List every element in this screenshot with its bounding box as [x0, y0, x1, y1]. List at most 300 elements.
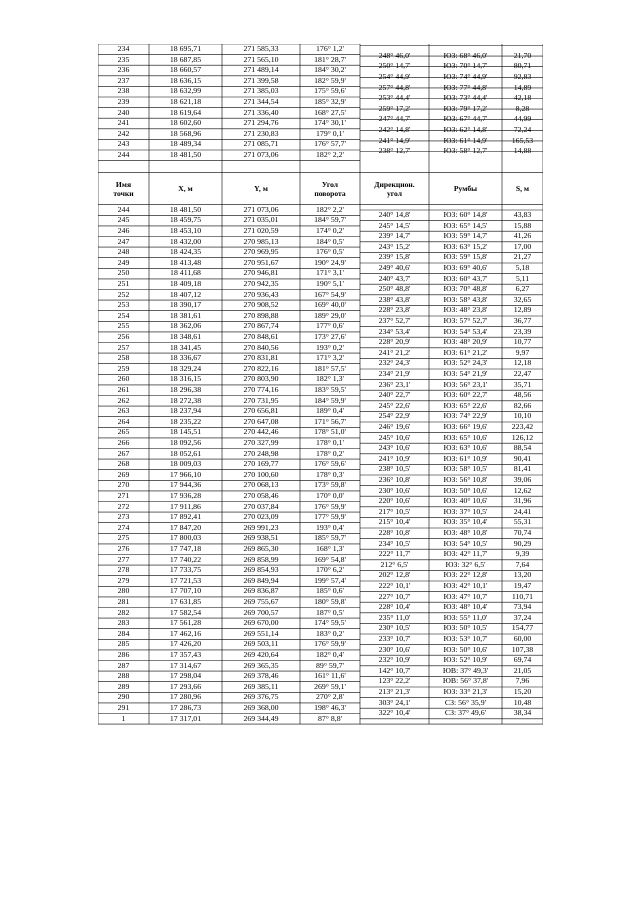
distance: 88,54 — [513, 443, 532, 453]
x-coordinate: 18 009,03 — [169, 459, 202, 469]
rumb: ЮЗ: 70° 48,8' — [443, 284, 488, 294]
turn-angle: 183° 59,5' — [314, 384, 346, 394]
point-name: 264 — [117, 416, 130, 426]
rumb: ЮЗ: 69° 40,6' — [443, 263, 488, 272]
rumb: ЮВ: 37° 49,3' — [442, 665, 489, 675]
direction-angle: 215° 10,4' — [378, 517, 411, 527]
point-name: 242 — [117, 128, 130, 138]
turn-angle: 171° 3,2' — [316, 353, 344, 363]
distance: 9,39 — [515, 549, 530, 559]
turn-angle: 175° 59,6' — [314, 86, 346, 96]
y-coordinate: 270 867,74 — [243, 321, 279, 331]
y-coordinate: 269 420,64 — [243, 649, 279, 659]
turn-angle: 269° 59,1' — [314, 681, 346, 691]
point-name: 273 — [117, 512, 130, 522]
y-coordinate: 270 248,98 — [243, 448, 279, 458]
leg-row — [98, 369, 543, 380]
rumb: ЮЗ: 79° 17,2' — [443, 103, 488, 113]
turn-angle: 184° 59,7' — [314, 215, 346, 225]
direction-angle: 240° 43,7' — [378, 273, 411, 283]
leg-row — [98, 687, 543, 698]
direction-angle: 239° 15,8' — [378, 252, 411, 262]
x-coordinate: 18 390,17 — [169, 300, 202, 310]
leg-row — [98, 242, 543, 253]
leg-row — [98, 560, 543, 571]
distance: 154,77 — [511, 623, 534, 633]
distance: 72,24 — [513, 125, 532, 134]
leg-row — [98, 274, 543, 285]
x-coordinate: 17 721,53 — [169, 575, 202, 585]
distance: 12,62 — [513, 485, 532, 495]
point-name: 270 — [117, 480, 130, 490]
turn-angle: 176° 59,9' — [314, 501, 346, 511]
rumb: ЮЗ: 58° 12,7' — [443, 146, 488, 156]
point-name: 267 — [117, 448, 130, 458]
y-coordinate: 269 700,57 — [243, 607, 279, 617]
leg-row — [98, 316, 543, 327]
direction-angle: 228° 20,9' — [378, 337, 411, 347]
rumb: ЮЗ: 50° 10,6' — [443, 644, 488, 654]
distance: 31,96 — [513, 496, 532, 506]
direction-angle: 250° 48,8' — [378, 284, 411, 294]
turn-angle: 177° 0,6' — [316, 321, 344, 331]
leg-row — [98, 284, 543, 295]
x-coordinate: 18 409,18 — [169, 278, 202, 288]
distance: 15,20 — [513, 687, 532, 696]
distance: 21,27 — [513, 252, 532, 262]
rumb: ЮЗ: 60° 22,7' — [443, 390, 488, 400]
point-name: 248 — [117, 247, 130, 257]
point-name: 262 — [117, 395, 130, 405]
rumb: ЮЗ: 61° 14,9' — [443, 135, 488, 145]
y-coordinate: 269 849,94 — [243, 575, 279, 585]
distance: 22,47 — [513, 369, 532, 378]
point-name: 241 — [117, 118, 130, 128]
leg-row — [98, 676, 543, 687]
x-coordinate: 18 424,35 — [169, 247, 202, 257]
distance: 10,77 — [513, 337, 532, 347]
rumb: ЮЗ: 54° 53,4' — [443, 326, 488, 336]
leg-row — [98, 51, 543, 62]
direction-angle: 228° 10,4' — [378, 602, 411, 612]
y-coordinate: 269 378,46 — [243, 671, 279, 681]
rumb: ЮЗ: 42° 10,1' — [443, 581, 488, 590]
direction-angle: 236° 23,1' — [378, 379, 411, 389]
leg-row — [98, 210, 543, 221]
point-name: 281 — [117, 596, 130, 606]
rumb: ЮВ: 56° 37,8' — [442, 676, 489, 686]
turn-angle: 169° 54,8' — [314, 554, 346, 564]
direction-angle: 233° 10,7' — [378, 634, 411, 643]
x-coordinate: 17 733,75 — [169, 565, 202, 575]
point-name: 257 — [117, 342, 130, 352]
header-y: Y, м — [254, 184, 268, 194]
direction-angle: 243° 15,2' — [378, 241, 411, 251]
point-name: 288 — [117, 671, 130, 681]
y-coordinate: 270 100,60 — [243, 469, 279, 479]
leg-row — [98, 454, 543, 465]
point-name: 263 — [117, 406, 130, 416]
point-name: 285 — [117, 639, 130, 649]
direction-angle: 240° 14,8' — [378, 210, 411, 219]
distance: 81,41 — [513, 464, 532, 474]
distance: 21,70 — [513, 50, 532, 60]
rumb: ЮЗ: 54° 21,9' — [443, 369, 488, 378]
turn-angle: 270° 2,8' — [316, 692, 344, 702]
rumb: ЮЗ: 63° 15,2' — [443, 241, 488, 251]
leg-row — [98, 645, 543, 656]
distance: 12,89 — [513, 305, 532, 315]
rumb: ЮЗ: 54° 10,5' — [443, 538, 488, 548]
y-coordinate: 269 365,35 — [243, 660, 279, 670]
leg-row — [98, 422, 543, 433]
distance: 37,24 — [513, 612, 532, 622]
leg-row — [98, 634, 543, 645]
x-coordinate: 18 695,71 — [169, 44, 202, 53]
y-coordinate: 270 169,77 — [243, 459, 279, 469]
turn-angle: 176° 59,6' — [314, 459, 346, 469]
leg-row — [98, 708, 543, 719]
x-coordinate: 18 481,50 — [169, 150, 202, 159]
y-coordinate: 270 840,56 — [243, 342, 279, 352]
turn-angle: 177° 59,9' — [314, 512, 346, 522]
direction-angle: 259° 17,2' — [378, 103, 411, 113]
leg-row — [98, 337, 543, 348]
distance: 126,12 — [511, 432, 534, 442]
x-coordinate: 18 411,68 — [170, 268, 201, 278]
header-distance: S, м — [515, 184, 530, 194]
distance: 39,06 — [513, 475, 532, 484]
leg-row — [98, 358, 543, 369]
rumb: ЮЗ: 68° 46,0' — [443, 50, 488, 60]
y-coordinate: 270 822,16 — [243, 363, 279, 373]
y-coordinate: 270 942,35 — [243, 278, 279, 288]
distance: 32,65 — [513, 294, 532, 304]
turn-angle: 168° 27,5' — [314, 107, 346, 117]
distance: 5,11 — [515, 273, 530, 283]
point-name: 287 — [117, 660, 130, 670]
rumb: ЮЗ: 47° 10,7' — [443, 591, 488, 601]
rumb: ЮЗ: 57° 52,7' — [443, 316, 488, 325]
rumb: ЮЗ: 70° 14,7' — [443, 61, 488, 71]
y-coordinate: 270 969,95 — [243, 247, 279, 257]
point-name: 275 — [117, 533, 130, 543]
x-coordinate: 17 293,66 — [169, 681, 202, 691]
direction-angle: 250° 14,7' — [378, 61, 411, 71]
y-coordinate: 271 020,59 — [243, 225, 279, 235]
direction-angle: 248° 46,0' — [378, 50, 411, 60]
leg-row — [98, 221, 543, 232]
header-turn-angle: Угол поворота — [314, 179, 346, 198]
x-coordinate: 18 489,34 — [169, 139, 202, 149]
direction-angle: 212° 6,5' — [380, 559, 409, 569]
turn-angle: 180° 59,8' — [314, 596, 346, 606]
turn-angle: 178° 0,2' — [316, 448, 344, 458]
point-name: 276 — [117, 543, 130, 553]
x-coordinate: 18 660,57 — [169, 65, 202, 75]
direction-angle: 202° 12,8' — [378, 570, 411, 580]
y-coordinate: 270 731,95 — [243, 395, 279, 405]
distance: 10,48 — [513, 697, 532, 707]
direction-angle: 230° 10,6' — [378, 485, 411, 495]
direction-angle: 230° 10,6' — [378, 644, 411, 654]
leg-row — [98, 390, 543, 401]
leg-row — [98, 93, 543, 104]
y-coordinate: 270 951,67 — [243, 257, 279, 267]
leg-row — [98, 83, 543, 94]
x-coordinate: 17 936,28 — [169, 490, 202, 500]
x-coordinate: 18 453,10 — [169, 225, 202, 235]
x-coordinate: 17 944,36 — [169, 480, 202, 490]
point-name: 247 — [117, 236, 130, 246]
x-coordinate: 17 317,01 — [169, 713, 202, 723]
point-name: 274 — [117, 522, 130, 532]
x-coordinate: 17 280,96 — [169, 692, 202, 702]
point-name: 290 — [117, 692, 130, 702]
point-name: 243 — [117, 139, 130, 149]
x-coordinate: 17 707,10 — [169, 586, 202, 596]
x-coordinate: 18 413,48 — [169, 257, 202, 267]
rumb: СЗ: 37° 49,6' — [444, 708, 487, 718]
rumb: ЮЗ: 60° 14,8' — [443, 210, 488, 219]
x-coordinate: 18 329,24 — [169, 363, 202, 373]
direction-angle: 303° 24,1' — [378, 697, 411, 707]
x-coordinate: 17 561,28 — [169, 618, 202, 628]
x-coordinate: 17 911,86 — [170, 501, 201, 511]
point-name: 279 — [117, 575, 130, 585]
direction-angle: 237° 52,7' — [378, 316, 411, 325]
leg-row — [98, 327, 543, 338]
rumb: ЮЗ: 22° 12,8' — [443, 570, 488, 580]
distance: 107,38 — [511, 644, 534, 654]
direction-angle: 239° 14,7' — [378, 231, 411, 241]
turn-angle: 182° 2,2' — [316, 204, 344, 214]
y-coordinate: 270 647,08 — [243, 416, 279, 426]
y-coordinate: 270 656,81 — [243, 406, 279, 416]
y-coordinate: 269 991,23 — [243, 522, 279, 532]
direction-angle: 142° 10,7' — [378, 665, 411, 675]
leg-row — [98, 295, 543, 306]
turn-angle: 176° 1,2' — [316, 44, 344, 53]
x-coordinate: 17 314,67 — [169, 660, 202, 670]
turn-angle: 178° 51,0' — [314, 427, 346, 437]
point-name: 284 — [117, 628, 130, 638]
y-coordinate: 269 755,67 — [243, 596, 279, 606]
header-point-name: Имя точки — [113, 179, 134, 198]
leg-row — [98, 539, 543, 550]
direction-angle: 234° 10,5' — [378, 538, 411, 548]
distance: 110,71 — [511, 591, 534, 601]
turn-angle: 182° 2,2' — [316, 150, 344, 159]
direction-angle: 254° 44,9' — [378, 72, 411, 81]
rumb: ЮЗ: 58° 43,8' — [443, 294, 488, 304]
direction-angle: 322° 10,4' — [378, 708, 411, 718]
leg-row — [98, 305, 543, 316]
point-name: 245 — [117, 215, 130, 225]
rumb: ЮЗ: 42° 11,7' — [443, 549, 488, 559]
direction-angle: 241° 21,2' — [378, 347, 411, 357]
distance: 43,83 — [513, 210, 532, 219]
x-coordinate: 18 636,15 — [169, 75, 202, 85]
point-name: 268 — [117, 459, 130, 469]
leg-row — [98, 104, 543, 115]
leg-row — [98, 443, 543, 454]
point-name: 265 — [117, 427, 130, 437]
rumb: ЮЗ: 73° 44,4' — [443, 93, 488, 103]
point-name: 278 — [117, 565, 130, 575]
direction-angle: 241° 10,9' — [378, 453, 411, 463]
direction-angle: 123° 22,2' — [378, 676, 411, 686]
rumb: ЮЗ: 74° 44,9' — [443, 72, 488, 81]
point-name: 283 — [117, 618, 130, 628]
turn-angle: 171° 3,1' — [316, 268, 344, 278]
turn-angle: 181° 57,5' — [314, 363, 346, 373]
point-name: 289 — [117, 681, 130, 691]
direction-angle: 240° 22,7' — [378, 390, 411, 400]
turn-angle: 190° 24,9' — [314, 257, 346, 267]
turn-angle: 184° 0,5' — [316, 236, 344, 246]
direction-angle: 238° 43,8' — [378, 294, 411, 304]
x-coordinate: 18 145,51 — [169, 427, 202, 437]
leg-row — [98, 507, 543, 518]
x-coordinate: 18 362,06 — [169, 321, 202, 331]
distance: 36,77 — [513, 316, 532, 325]
x-coordinate: 18 272,38 — [169, 395, 202, 405]
point-name: 236 — [117, 65, 130, 75]
direction-angle: 238° 12,7' — [378, 146, 411, 156]
header-x: X, м — [178, 184, 193, 194]
x-coordinate: 18 348,61 — [169, 331, 202, 341]
distance: 7,64 — [515, 559, 530, 569]
distance: 14,89 — [513, 82, 532, 92]
rumb: ЮЗ: 48° 20,9' — [443, 337, 488, 347]
rumb: ЮЗ: 48° 10,8' — [443, 528, 488, 537]
y-coordinate: 269 376,75 — [243, 692, 279, 702]
direction-angle: 232° 10,9' — [378, 655, 411, 665]
turn-angle: 87° 8,8' — [317, 713, 342, 723]
distance: 15,88 — [513, 220, 532, 230]
x-coordinate: 17 286,73 — [169, 702, 202, 712]
distance: 82,66 — [513, 400, 532, 410]
rumb: ЮЗ: 50° 10,5' — [443, 623, 488, 633]
direction-angle: 230° 10,5' — [378, 623, 411, 633]
direction-angle: 241° 14,9' — [378, 135, 411, 145]
turn-angle: 182° 1,3' — [316, 374, 344, 384]
y-coordinate: 269 368,00 — [243, 702, 279, 712]
y-coordinate: 270 898,88 — [243, 310, 279, 320]
point-name: 282 — [117, 607, 130, 617]
turn-angle: 185° 59,7' — [314, 533, 346, 543]
leg-row — [98, 125, 543, 136]
rumb: ЮЗ: 52° 24,3' — [443, 358, 488, 368]
leg-row — [98, 486, 543, 497]
direction-angle: 220° 10,6' — [378, 496, 411, 506]
leg-row — [98, 411, 543, 422]
turn-angle: 89° 59,7' — [316, 660, 344, 670]
turn-angle: 193° 0,4' — [316, 522, 344, 532]
rumb: ЮЗ: 59° 15,8' — [443, 252, 488, 262]
y-coordinate: 270 908,52 — [243, 300, 279, 310]
y-coordinate: 271 073,06 — [243, 150, 279, 159]
x-coordinate: 18 432,00 — [169, 236, 202, 246]
point-name: 259 — [117, 363, 130, 373]
distance: 73,94 — [513, 602, 532, 612]
leg-row — [98, 613, 543, 624]
leg-row — [98, 602, 543, 613]
distance: 21,05 — [513, 665, 532, 675]
leg-row — [98, 231, 543, 242]
rumb: ЮЗ: 48° 10,4' — [443, 602, 488, 612]
distance: 80,71 — [513, 61, 532, 71]
y-coordinate: 271 035,01 — [243, 215, 279, 225]
leg-row — [98, 136, 543, 147]
direction-angle: 238° 10,5' — [378, 464, 411, 474]
rumb: ЮЗ: 32° 6,5' — [445, 559, 486, 569]
y-coordinate: 269 854,93 — [243, 565, 279, 575]
rumb: ЮЗ: 55° 11,0' — [443, 612, 488, 622]
distance: 8,28 — [515, 103, 530, 113]
y-coordinate: 269 858,99 — [243, 554, 279, 564]
point-name: 244 — [117, 150, 130, 159]
direction-angle: 236° 10,8' — [378, 475, 411, 484]
x-coordinate: 18 619,64 — [169, 107, 202, 117]
leg-row — [98, 496, 543, 507]
turn-angle: 170° 6,2' — [316, 565, 344, 575]
rumb: ЮЗ: 35° 10,4' — [443, 517, 488, 527]
distance: 38,34 — [513, 708, 532, 718]
rumb: ЮЗ: 77° 44,8' — [443, 82, 488, 92]
distance: 90,41 — [513, 453, 532, 463]
direction-angle: 217° 10,5' — [378, 506, 411, 516]
leg-row — [98, 464, 543, 475]
point-name: 244 — [117, 204, 130, 214]
rumb: ЮЗ: 66° 19,6' — [443, 422, 488, 431]
x-coordinate: 17 462,16 — [169, 628, 202, 638]
direction-angle: 257° 44,8' — [378, 82, 411, 92]
turn-angle: 189° 29,0' — [314, 310, 346, 320]
turn-angle: 190° 5,1' — [316, 278, 344, 288]
direction-angle: 234° 53,4' — [378, 326, 411, 336]
y-coordinate: 270 803,90 — [243, 374, 279, 384]
distance: 41,26 — [513, 231, 532, 241]
turn-angle: 185° 0,6' — [316, 586, 344, 596]
y-coordinate: 269 836,87 — [243, 586, 279, 596]
rumb: ЮЗ: 65° 22,6' — [443, 400, 488, 410]
rumb: ЮЗ: 52° 10,9' — [443, 655, 488, 665]
y-coordinate: 271 489,14 — [243, 65, 279, 75]
distance: 5,18 — [515, 263, 530, 272]
point-name: 235 — [117, 54, 130, 64]
x-coordinate: 17 740,22 — [169, 554, 202, 564]
leg-row — [98, 61, 543, 72]
turn-angle: 171° 56,7' — [314, 416, 346, 426]
x-coordinate: 18 336,67 — [169, 353, 202, 363]
point-name: 291 — [117, 702, 130, 712]
y-coordinate: 271 565,10 — [243, 54, 279, 64]
x-coordinate: 18 237,94 — [169, 406, 202, 416]
leg-row — [98, 114, 543, 125]
distance: 223,42 — [511, 422, 534, 431]
direction-angle: 245° 22,6' — [378, 400, 411, 410]
distance: 90,29 — [513, 538, 532, 548]
turn-angle: 182° 0,4' — [316, 649, 344, 659]
distance: 42,18 — [513, 93, 532, 103]
turn-angle: 178° 0,3' — [316, 469, 344, 479]
turn-angle: 183° 0,2' — [316, 628, 344, 638]
x-coordinate: 17 426,20 — [169, 639, 202, 649]
y-coordinate: 269 865,30 — [243, 543, 279, 553]
rumb: СЗ: 56° 35,9' — [444, 697, 487, 707]
